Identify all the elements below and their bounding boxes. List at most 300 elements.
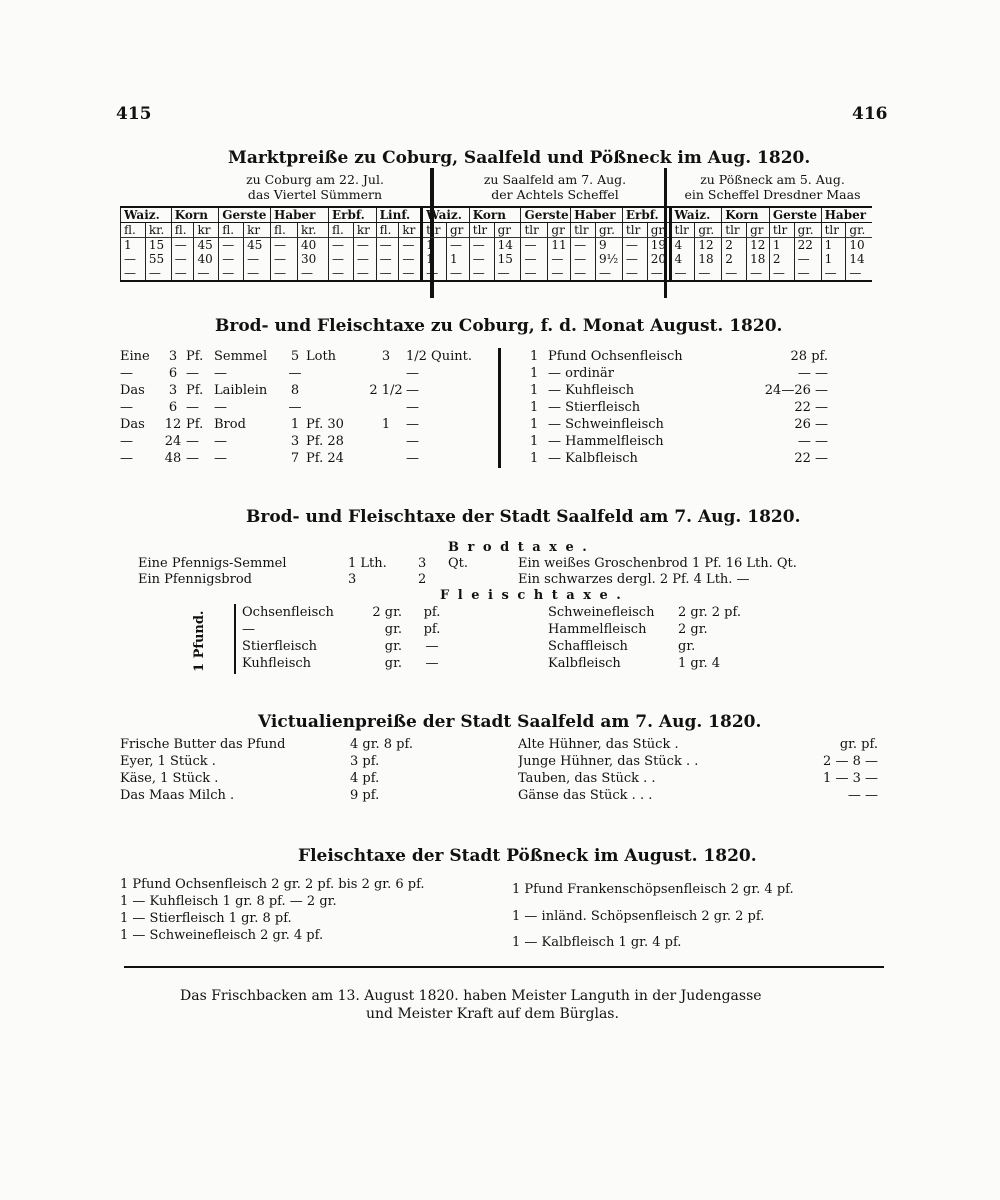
bread-quint-unit: — xyxy=(406,451,419,466)
column-header: Waiz. xyxy=(121,207,172,223)
table-cell: 2 xyxy=(769,252,794,266)
list-item xyxy=(120,927,510,944)
table-cell: 9 xyxy=(596,238,623,253)
bread-weight-unit: Pf. 28 xyxy=(306,434,344,449)
poessneck-list-right xyxy=(512,876,882,956)
meat-qty: 1 xyxy=(530,451,539,466)
bread-weight: 3 xyxy=(290,434,300,449)
table-cell: gr xyxy=(647,223,670,238)
victual-name: Tauben, das Stück . . xyxy=(518,771,656,786)
bread-weight: 1 xyxy=(290,417,300,432)
meat-price-pf: — xyxy=(425,639,439,654)
table-cell: — xyxy=(469,266,494,281)
table-cell: — xyxy=(647,266,670,281)
victual-price: 4 gr. 8 pf. xyxy=(350,737,413,752)
table-cell: 40 xyxy=(194,252,219,266)
table-cell: 45 xyxy=(244,238,271,253)
table-cell: — xyxy=(399,252,422,266)
table-cell: — xyxy=(376,252,399,266)
victual-price: 1 — 3 — xyxy=(823,771,878,786)
page-number-left: 415 xyxy=(116,104,152,124)
table-cell: 18 xyxy=(695,252,722,266)
table-cell: — xyxy=(422,266,447,281)
meat-price-gr: gr. xyxy=(384,639,402,654)
footer-line-1: Das Frischbacken am 13. August 1820. haben Meister Languth in der Judengasse xyxy=(180,988,762,1004)
table-cell: — xyxy=(794,252,821,266)
table-units-row xyxy=(121,223,873,238)
table-cell: — xyxy=(670,266,695,281)
table-cell: tlr xyxy=(622,223,647,238)
bread-unit: — xyxy=(186,400,199,415)
meat-qty: 1 xyxy=(530,366,539,381)
meat-entry: 1 Pfund Frankenschöpsenfleisch 2 gr. 4 pf. xyxy=(512,882,794,897)
bread-article: Das xyxy=(120,383,145,398)
victual-price: 9 pf. xyxy=(350,788,380,803)
list-item xyxy=(518,787,878,804)
table-cell: gr. xyxy=(695,223,722,238)
table-cell: fl. xyxy=(271,223,298,238)
list-item xyxy=(548,655,808,672)
meat-qty: 1 xyxy=(530,349,539,364)
victual-name: Eyer, 1 Stück . xyxy=(120,754,216,769)
bread-price: 48 xyxy=(164,451,182,466)
table-cell: 18 xyxy=(747,252,770,266)
table-cell: — xyxy=(145,266,171,281)
table-cell: 4 xyxy=(670,238,695,253)
column-header: Korn xyxy=(722,207,770,223)
table-cell: 1 xyxy=(446,252,469,266)
market-prices-table xyxy=(120,206,872,282)
list-item xyxy=(548,638,808,655)
table-cell: 1 xyxy=(821,238,846,253)
bread-quint xyxy=(366,399,406,416)
meat-name: — Hammelfleisch xyxy=(548,434,664,449)
bread-name: Eine Pfennigs-Semmel xyxy=(138,556,287,571)
victual-name: Gänse das Stück . . . xyxy=(518,788,653,803)
table-cell: — xyxy=(297,266,328,281)
meat-price-gr: gr. xyxy=(384,656,402,671)
table-cell: 19 xyxy=(647,238,670,253)
poessneck-list-left xyxy=(120,876,510,944)
list-item xyxy=(548,621,808,638)
list-item xyxy=(548,604,808,621)
victual-name: Alte Hühner, das Stück . xyxy=(518,737,679,752)
meat-name: Kuhfleisch xyxy=(242,656,312,671)
list-item xyxy=(138,572,898,588)
table-cell: — xyxy=(521,266,548,281)
table-cell: fl. xyxy=(171,223,194,238)
list-item xyxy=(530,416,830,433)
meat-entry: 1 — Kuhfleisch 1 gr. 8 pf. — 2 gr. xyxy=(120,894,337,909)
list-item xyxy=(530,399,830,416)
table-cell: 11 xyxy=(548,238,571,253)
table-cell: 40 xyxy=(297,238,328,253)
table-cell: 20 xyxy=(647,252,670,266)
bread-unit: Pf. xyxy=(186,417,204,432)
table-cell: fl. xyxy=(121,223,146,238)
list-item xyxy=(512,876,882,904)
table-cell: — xyxy=(521,252,548,266)
table-cell: — xyxy=(821,266,846,281)
column-header: Waiz. xyxy=(670,207,722,223)
meat-price: — — xyxy=(797,366,828,381)
meat-price: 24—26 — xyxy=(764,383,828,398)
table-row xyxy=(121,266,873,281)
table-cell: — xyxy=(353,266,376,281)
meat-entry: 1 — Kalbfleisch 1 gr. 4 pf. xyxy=(512,935,682,950)
table-cell: gr. xyxy=(846,223,872,238)
bread-name: Laiblein xyxy=(214,383,268,398)
table-cell: — xyxy=(329,252,354,266)
table-cell: gr. xyxy=(794,223,821,238)
column-divider xyxy=(234,604,236,674)
meat-qty: 1 xyxy=(530,400,539,415)
meat-name: — Kalbfleisch xyxy=(548,451,638,466)
bread-quint-unit: — xyxy=(406,400,419,415)
bread-quint-unit: — xyxy=(406,417,419,432)
victual-name: Junge Hühner, das Stück . . xyxy=(518,754,699,769)
meat-name: Hammelfleisch xyxy=(548,622,647,637)
table-cell: — xyxy=(622,266,647,281)
column-header: Haber xyxy=(821,207,872,223)
meat-price: 1 gr. 4 xyxy=(678,656,721,671)
table-cell: — xyxy=(399,238,422,253)
bread-article: — xyxy=(120,366,133,381)
list-item xyxy=(518,736,878,753)
bread-right-entry: Ein schwarzes dergl. 2 Pf. 4 Lth. — xyxy=(518,572,750,587)
table-cell: — xyxy=(446,238,469,253)
table-cell: — xyxy=(171,238,194,253)
list-item xyxy=(512,930,882,956)
table-cell: gr xyxy=(494,223,521,238)
market-prices-title: Marktpreiße zu Coburg, Saalfeld und Pößneck im Aug. 1820. xyxy=(228,148,811,168)
table-cell: — xyxy=(846,266,872,281)
meat-entry: 1 — inländ. Schöpsenfleisch 2 gr. 2 pf. xyxy=(512,909,765,924)
table-cell: — xyxy=(194,266,219,281)
victual-price: — — xyxy=(847,788,878,803)
bread-weight: 5 xyxy=(290,349,300,364)
table-cell: 22 xyxy=(794,238,821,253)
table-cell: fl. xyxy=(376,223,399,238)
bread-quint-unit xyxy=(448,572,518,588)
meat-price: 28 pf. xyxy=(790,349,828,364)
bread-quint: 2 xyxy=(418,572,427,587)
footer-rule xyxy=(124,966,884,968)
bread-quint xyxy=(366,433,406,450)
meat-tax-heading: F l e i s c h t a x e . xyxy=(440,588,623,603)
meat-qty: 1 xyxy=(530,417,539,432)
meat-price-gr: 2 gr. xyxy=(372,605,402,620)
table-cell: — xyxy=(376,266,399,281)
list-item xyxy=(138,556,898,572)
bread-quint-unit: — xyxy=(406,383,419,398)
table-cell: — xyxy=(571,266,596,281)
meat-name: Ochsenfleisch xyxy=(242,605,334,620)
table-cell: 30 xyxy=(297,252,328,266)
victual-price: 4 pf. xyxy=(350,771,380,786)
table-cell: — xyxy=(121,266,146,281)
meat-name: Kalbfleisch xyxy=(548,656,621,671)
table-cell: — xyxy=(548,252,571,266)
group-line: zu Pößneck am 5. Aug. xyxy=(700,172,845,187)
bread-weight-unit: Pf. 24 xyxy=(306,451,344,466)
table-cell: 45 xyxy=(194,238,219,253)
table-cell: 14 xyxy=(494,238,521,253)
list-item xyxy=(242,638,482,655)
list-item xyxy=(120,348,500,365)
meat-name: — Schweinfleisch xyxy=(548,417,664,432)
table-cell: tlr xyxy=(670,223,695,238)
table-header-row xyxy=(121,207,873,223)
meat-qty: 1 xyxy=(530,434,539,449)
table-cell: — xyxy=(548,266,571,281)
table-cell: 15 xyxy=(145,238,171,253)
table-cell: tlr xyxy=(521,223,548,238)
bread-price: 12 xyxy=(164,417,182,432)
bread-quint-unit: Qt. xyxy=(448,556,469,571)
table-cell: — xyxy=(121,252,146,266)
table-cell: — xyxy=(244,266,271,281)
victual-name: Das Maas Milch . xyxy=(120,788,235,803)
list-item xyxy=(120,893,510,910)
bread-quint: 2 1/2 xyxy=(369,383,403,398)
meat-price-gr: gr. xyxy=(384,622,402,637)
bread-price: 6 xyxy=(168,400,178,415)
meat-price: 22 — xyxy=(794,400,828,415)
list-item xyxy=(120,399,500,416)
bread-price: 6 xyxy=(168,366,178,381)
list-item xyxy=(518,770,878,787)
bread-weight: — xyxy=(288,366,302,381)
table-cell: gr xyxy=(747,223,770,238)
bread-weight-unit: Pf. 30 xyxy=(306,417,344,432)
table-cell: gr xyxy=(446,223,469,238)
table-cell: tlr xyxy=(722,223,747,238)
meat-name: Stierfleisch xyxy=(242,639,318,654)
list-item xyxy=(120,736,450,753)
bread-right-entry: Ein weißes Groschenbrod 1 Pf. 16 Lth. Qt. xyxy=(518,556,797,571)
meat-entry: 1 — Schweinefleisch 2 gr. 4 pf. xyxy=(120,928,324,943)
list-item xyxy=(120,876,510,893)
saalfeld-bread-list xyxy=(138,556,898,588)
table-cell: tlr xyxy=(821,223,846,238)
bread-weight: 7 xyxy=(290,451,300,466)
page-number-right: 416 xyxy=(852,104,888,124)
victual-price: 2 — 8 — xyxy=(823,754,878,769)
saalfeld-tax-title: Brod- und Fleischtaxe der Stadt Saalfeld am 7. Aug. 1820. xyxy=(246,507,801,527)
bread-quint xyxy=(366,450,406,467)
bread-weight-unit xyxy=(306,365,366,382)
list-item xyxy=(530,348,830,365)
side-label-pound: 1 Pfund. xyxy=(192,610,207,672)
table-cell: — xyxy=(571,238,596,253)
column-header: Linf. xyxy=(376,207,422,223)
list-item xyxy=(518,753,878,770)
table-cell: — xyxy=(219,266,244,281)
table-cell: kr xyxy=(194,223,219,238)
column-header: Haber xyxy=(571,207,623,223)
table-cell: kr xyxy=(399,223,422,238)
table-cell: — xyxy=(622,252,647,266)
table-cell: fl. xyxy=(329,223,354,238)
table-cell: 12 xyxy=(747,238,770,253)
meat-name: — Stierfleisch xyxy=(548,400,641,415)
footer-line-2: und Meister Kraft auf dem Bürglas. xyxy=(366,1006,619,1022)
table-cell: — xyxy=(171,266,194,281)
meat-price-pf: pf. xyxy=(423,605,441,620)
list-item xyxy=(530,382,830,399)
column-header: Erbf. xyxy=(329,207,377,223)
bread-name: — xyxy=(214,366,227,381)
bread-quint: 3 xyxy=(418,556,427,571)
bread-article: Eine xyxy=(120,349,150,364)
table-cell: tlr xyxy=(571,223,596,238)
coburg-tax-title: Brod- und Fleischtaxe zu Coburg, f. d. Monat August. 1820. xyxy=(215,316,783,336)
victual-name: Frische Butter das Pfund xyxy=(120,737,286,752)
table-cell: gr. xyxy=(596,223,623,238)
bread-weight-unit xyxy=(306,382,366,399)
meat-name: Pfund Ochsenfleisch xyxy=(548,349,683,364)
list-item xyxy=(120,450,500,467)
table-row xyxy=(121,238,873,253)
table-cell: — xyxy=(376,238,399,253)
table-cell: — xyxy=(469,252,494,266)
victual-price: 3 pf. xyxy=(350,754,380,769)
list-item xyxy=(530,365,830,382)
column-header: Korn xyxy=(171,207,219,223)
table-cell: — xyxy=(219,252,244,266)
meat-price-pf: pf. xyxy=(423,622,441,637)
list-item xyxy=(512,904,882,930)
column-header: Waiz. xyxy=(422,207,470,223)
meat-qty: 1 xyxy=(530,383,539,398)
table-cell: 9½ xyxy=(596,252,623,266)
bread-article: — xyxy=(120,451,133,466)
list-item xyxy=(120,433,500,450)
table-cell: kr. xyxy=(145,223,171,238)
table-cell: — xyxy=(521,238,548,253)
victuals-title: Victualienpreiße der Stadt Saalfeld am 7. Aug. 1820. xyxy=(258,712,762,732)
list-item xyxy=(120,416,500,433)
saalfeld-meat-list-left xyxy=(242,604,482,672)
table-cell: — xyxy=(794,266,821,281)
table-cell: — xyxy=(171,252,194,266)
table-cell: tlr xyxy=(769,223,794,238)
bread-quint: 3 xyxy=(381,349,391,364)
meat-price: 2 gr. 2 pf. xyxy=(678,605,741,620)
bread-quint-unit: — xyxy=(406,434,419,449)
table-cell: — xyxy=(271,266,298,281)
table-cell: 1 xyxy=(422,238,447,253)
group-line: ein Scheffel Dresdner Maas xyxy=(684,187,861,202)
group-line: das Viertel Sümmern xyxy=(247,187,383,202)
table-cell: 2 xyxy=(722,238,747,253)
bread-name: — xyxy=(214,451,227,466)
group-header-coburg xyxy=(200,172,430,202)
column-header: Erbf. xyxy=(622,207,670,223)
coburg-meat-list xyxy=(530,348,830,467)
table-cell: 14 xyxy=(846,252,872,266)
bread-article: — xyxy=(120,400,133,415)
table-cell: tlr xyxy=(422,223,447,238)
list-item xyxy=(242,655,482,672)
list-item xyxy=(120,753,450,770)
table-cell: 2 xyxy=(722,252,747,266)
bread-price: 3 xyxy=(168,349,178,364)
group-line: zu Coburg am 22. Jul. xyxy=(246,172,384,187)
bread-quint xyxy=(366,365,406,382)
table-cell: fl. xyxy=(219,223,244,238)
column-header: Haber xyxy=(271,207,329,223)
meat-price: 26 — xyxy=(794,417,828,432)
bread-quint: 1 xyxy=(381,417,391,432)
column-divider xyxy=(498,348,501,468)
table-cell: — xyxy=(722,266,747,281)
meat-name: — xyxy=(242,622,255,637)
meat-name: — Kuhfleisch xyxy=(548,383,635,398)
bread-unit: — xyxy=(186,451,199,466)
list-item xyxy=(242,604,482,621)
table-cell: tlr xyxy=(469,223,494,238)
bread-quint-unit: — xyxy=(406,366,419,381)
victual-name: Käse, 1 Stück . xyxy=(120,771,219,786)
bread-unit: — xyxy=(186,366,199,381)
list-item xyxy=(120,382,500,399)
meat-price: gr. xyxy=(678,639,696,654)
bread-article: — xyxy=(120,434,133,449)
table-cell: — xyxy=(329,238,354,253)
bread-weight: — xyxy=(288,400,302,415)
saalfeld-meat-list-right xyxy=(548,604,808,672)
list-item xyxy=(530,433,830,450)
table-cell: gr xyxy=(548,223,571,238)
victuals-list-right xyxy=(518,736,878,804)
meat-price: 2 gr. xyxy=(678,622,708,637)
meat-price: 22 — xyxy=(794,451,828,466)
bread-quint-unit: 1/2 Quint. xyxy=(406,349,472,364)
table-cell: — xyxy=(446,266,469,281)
group-line: zu Saalfeld am 7. Aug. xyxy=(483,172,627,187)
column-header: Gerste xyxy=(521,207,571,223)
bread-name: — xyxy=(214,434,227,449)
table-cell: 15 xyxy=(494,252,521,266)
table-cell: — xyxy=(399,266,422,281)
table-cell: — xyxy=(219,238,244,253)
bread-weight: 3 xyxy=(348,572,357,587)
table-cell: — xyxy=(494,266,521,281)
group-header-poessneck xyxy=(670,172,875,202)
bread-price: 24 xyxy=(164,434,182,449)
meat-name: Schweinefleisch xyxy=(548,605,655,620)
bread-weight-unit xyxy=(306,399,366,416)
meat-name: — ordinär xyxy=(548,366,614,381)
table-cell: 10 xyxy=(846,238,872,253)
table-cell: kr xyxy=(353,223,376,238)
group-line: der Achtels Scheffel xyxy=(491,187,619,202)
table-cell: 1 xyxy=(769,238,794,253)
table-cell: 1 xyxy=(821,252,846,266)
table-cell: — xyxy=(271,238,298,253)
bread-name: Semmel xyxy=(214,349,268,364)
bread-name: Brod xyxy=(214,417,246,432)
table-cell: kr xyxy=(244,223,271,238)
table-cell: kr. xyxy=(297,223,328,238)
column-header: Gerste xyxy=(769,207,821,223)
bread-tax-heading: B r o d t a x e . xyxy=(448,540,589,555)
table-cell: — xyxy=(353,252,376,266)
table-cell: 4 xyxy=(670,252,695,266)
meat-entry: 1 — Stierfleisch 1 gr. 8 pf. xyxy=(120,911,292,926)
